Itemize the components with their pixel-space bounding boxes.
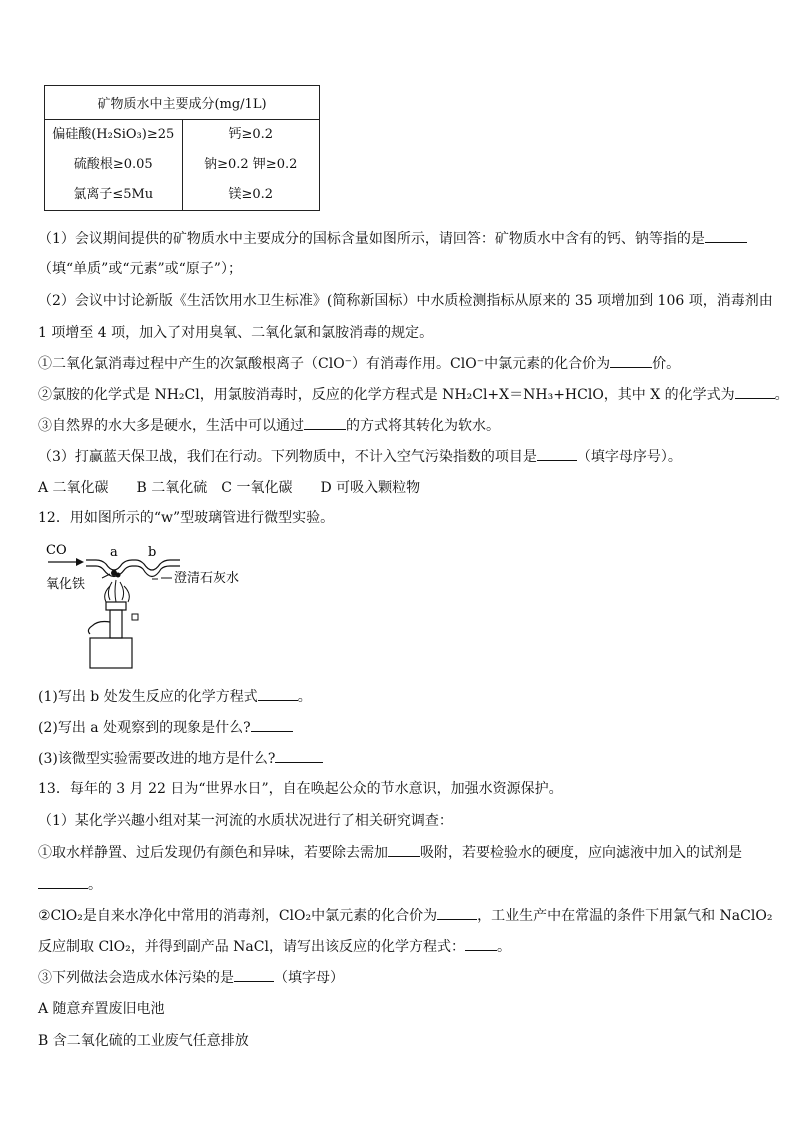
table-cell: 镁≥0.2 <box>228 187 274 202</box>
q13-option-a: A 随意弃置废旧电池 <box>38 1001 165 1017</box>
burner-base <box>90 638 132 668</box>
answer-blank[interactable] <box>735 386 775 399</box>
q13-item2-end: 。 <box>496 939 511 955</box>
q11-part3-text: （3）打赢蓝天保卫战，我们在行动。下列物质中，不计入空气污染指数的项目是 <box>38 449 537 465</box>
q11-item1-end: 价。 <box>652 356 681 372</box>
burner-head <box>106 602 126 610</box>
q11-item2-text: ②氯胺的化学式是 NH₂Cl，用氯胺消毒时，反应的化学方程式是 NH₂Cl+X＝NH₃+HClO，其中 X 的化学式为 <box>38 387 735 403</box>
table-left-column <box>45 120 183 211</box>
limewater-label: 澄清石灰水 <box>174 571 240 586</box>
q11-options: A 二氧化碳 B 二氧化硫 C 一氧化碳 D 可吸入颗粒物 <box>38 480 421 496</box>
q12-sub1-end: 。 <box>297 689 312 705</box>
q12-stem: 12．用如图所示的“w”型玻璃管进行微型实验。 <box>38 510 335 526</box>
answer-blank[interactable] <box>275 750 323 763</box>
table-cell: 氯离子≤5Mu <box>73 187 154 202</box>
gas-inlet <box>88 622 110 635</box>
q11-part2-line2: 1 项增至 4 项，加入了对用臭氧、二氧化氯和氯胺消毒的规定。 <box>38 325 434 341</box>
q11-part1-line2: （填“单质”或“元素”或“原子”）； <box>38 261 242 277</box>
burner-tube <box>110 610 122 638</box>
q11-part1-line1 <box>38 229 758 249</box>
iron-oxide-label: 氧化铁 <box>46 577 86 592</box>
answer-blank[interactable] <box>437 907 477 920</box>
q13-item1-text-cont: 吸附，若要检验水的硬度，应向滤液中加入的试剂是 <box>420 845 742 861</box>
q13-part1: （1）某化学兴趣小组对某一河流的水质状况进行了相关研究调查： <box>38 813 453 829</box>
q13-item2-text: ②ClO₂是自来水净化中常用的消毒剂，ClO₂中氯元素的化合价为 <box>38 908 438 924</box>
q13-item2-text2: 反应制取 ClO₂，并得到副产品 NaCl，请写出该反应的化学方程式： <box>38 939 465 955</box>
answer-blank[interactable] <box>705 230 747 243</box>
q11-part3-end: （填字母序号）。 <box>576 449 682 465</box>
iron-oxide-pointer <box>102 574 110 578</box>
point-a-label: a <box>110 545 118 560</box>
answer-blank[interactable] <box>465 938 497 951</box>
q13-item2-text-cont: ，工业生产中在常温的条件下用氯气和 NaClO₂ <box>477 908 773 924</box>
q11-item2 <box>38 385 789 405</box>
w-tube-lower <box>86 566 180 577</box>
q12-sub3-text: (3)该微型实验需要改进的地方是什么? <box>38 751 276 767</box>
q11-item1-text: ①二氧化氯消毒过程中产生的次氯酸根离子（ClO⁻）有消毒作用。ClO⁻中氯元素的化合价为 <box>38 356 611 372</box>
table-title: 矿物质水中主要成分(mg/1L) <box>45 86 320 120</box>
answer-blank[interactable] <box>388 844 420 857</box>
q12-sub2-text: (2)写出 a 处观察到的现象是什么? <box>38 720 251 736</box>
answer-blank[interactable] <box>610 355 652 368</box>
q11-item3-end: 的方式将其转化为软水。 <box>346 418 500 434</box>
q11-item3-text: ③自然界的水大多是硬水，生活中可以通过 <box>38 418 304 434</box>
q13-item2-line1 <box>38 906 773 926</box>
q13-item2-line2 <box>38 937 758 957</box>
q12-sub3 <box>38 749 758 769</box>
answer-blank[interactable] <box>251 719 293 732</box>
answer-blank[interactable] <box>537 448 577 461</box>
table-cell: 钙≥0.2 <box>228 127 274 142</box>
q11-part1-text: （1）会议期间提供的矿物质水中主要成分的国标含量如图所示，请回答：矿物质水中含有的钙、钠等指的是 <box>38 231 705 247</box>
table-cell: 钠≥0.2 钾≥0.2 <box>204 157 298 172</box>
flame <box>105 580 130 602</box>
q13-item1-text: ①取水样静置、过后发现仍有颜色和异味，若要除去需加 <box>38 845 388 861</box>
mineral-water-table <box>44 85 320 211</box>
q13-item3 <box>38 968 758 988</box>
co-label: CO <box>46 543 67 558</box>
q13-option-b: B 含二氧化硫的工业废气任意排放 <box>38 1033 249 1049</box>
answer-blank[interactable] <box>38 876 88 889</box>
answer-blank[interactable] <box>234 969 274 982</box>
q11-part3 <box>38 447 758 467</box>
q13-item3-text: ③下列做法会造成水体污染的是 <box>38 970 234 986</box>
q13-item1-end: 。 <box>88 877 102 893</box>
answer-blank[interactable] <box>304 417 346 430</box>
q12-sub1 <box>38 687 758 707</box>
table-right-column <box>182 120 320 211</box>
q12-sub1-text: (1)写出 b 处发生反应的化学方程式 <box>38 689 258 705</box>
q13-item1-line1 <box>38 843 758 863</box>
q11-part2-line1: （2）会议中讨论新版《生活饮用水卫生标准》(简称新国标）中水质检测指标从原来的 35 项增加到 106 项，消毒剂由 <box>38 293 773 309</box>
iron-oxide-sample <box>116 573 121 578</box>
w-tube-upper <box>86 560 180 570</box>
q13-stem: 13．每年的 3 月 22 日为“世界水日”，自在唤起公众的节水意识，加强水资源保护。 <box>38 781 563 797</box>
q11-item1 <box>38 354 758 374</box>
q11-item2-end: 。 <box>774 387 789 403</box>
burner-valve <box>132 614 138 620</box>
gas-arrow-head <box>76 558 84 566</box>
table-cell: 偏硅酸(H₂SiO₃)≥25 <box>52 127 175 142</box>
q12-sub2 <box>38 718 758 738</box>
w-tube-apparatus <box>40 540 270 672</box>
q11-item3 <box>38 416 758 436</box>
answer-blank[interactable] <box>258 688 298 701</box>
point-b-label: b <box>148 545 157 560</box>
table-cell: 硫酸根≥0.05 <box>73 157 153 172</box>
q13-item1-line2 <box>38 875 758 895</box>
q13-item3-end: （填字母） <box>274 970 344 986</box>
